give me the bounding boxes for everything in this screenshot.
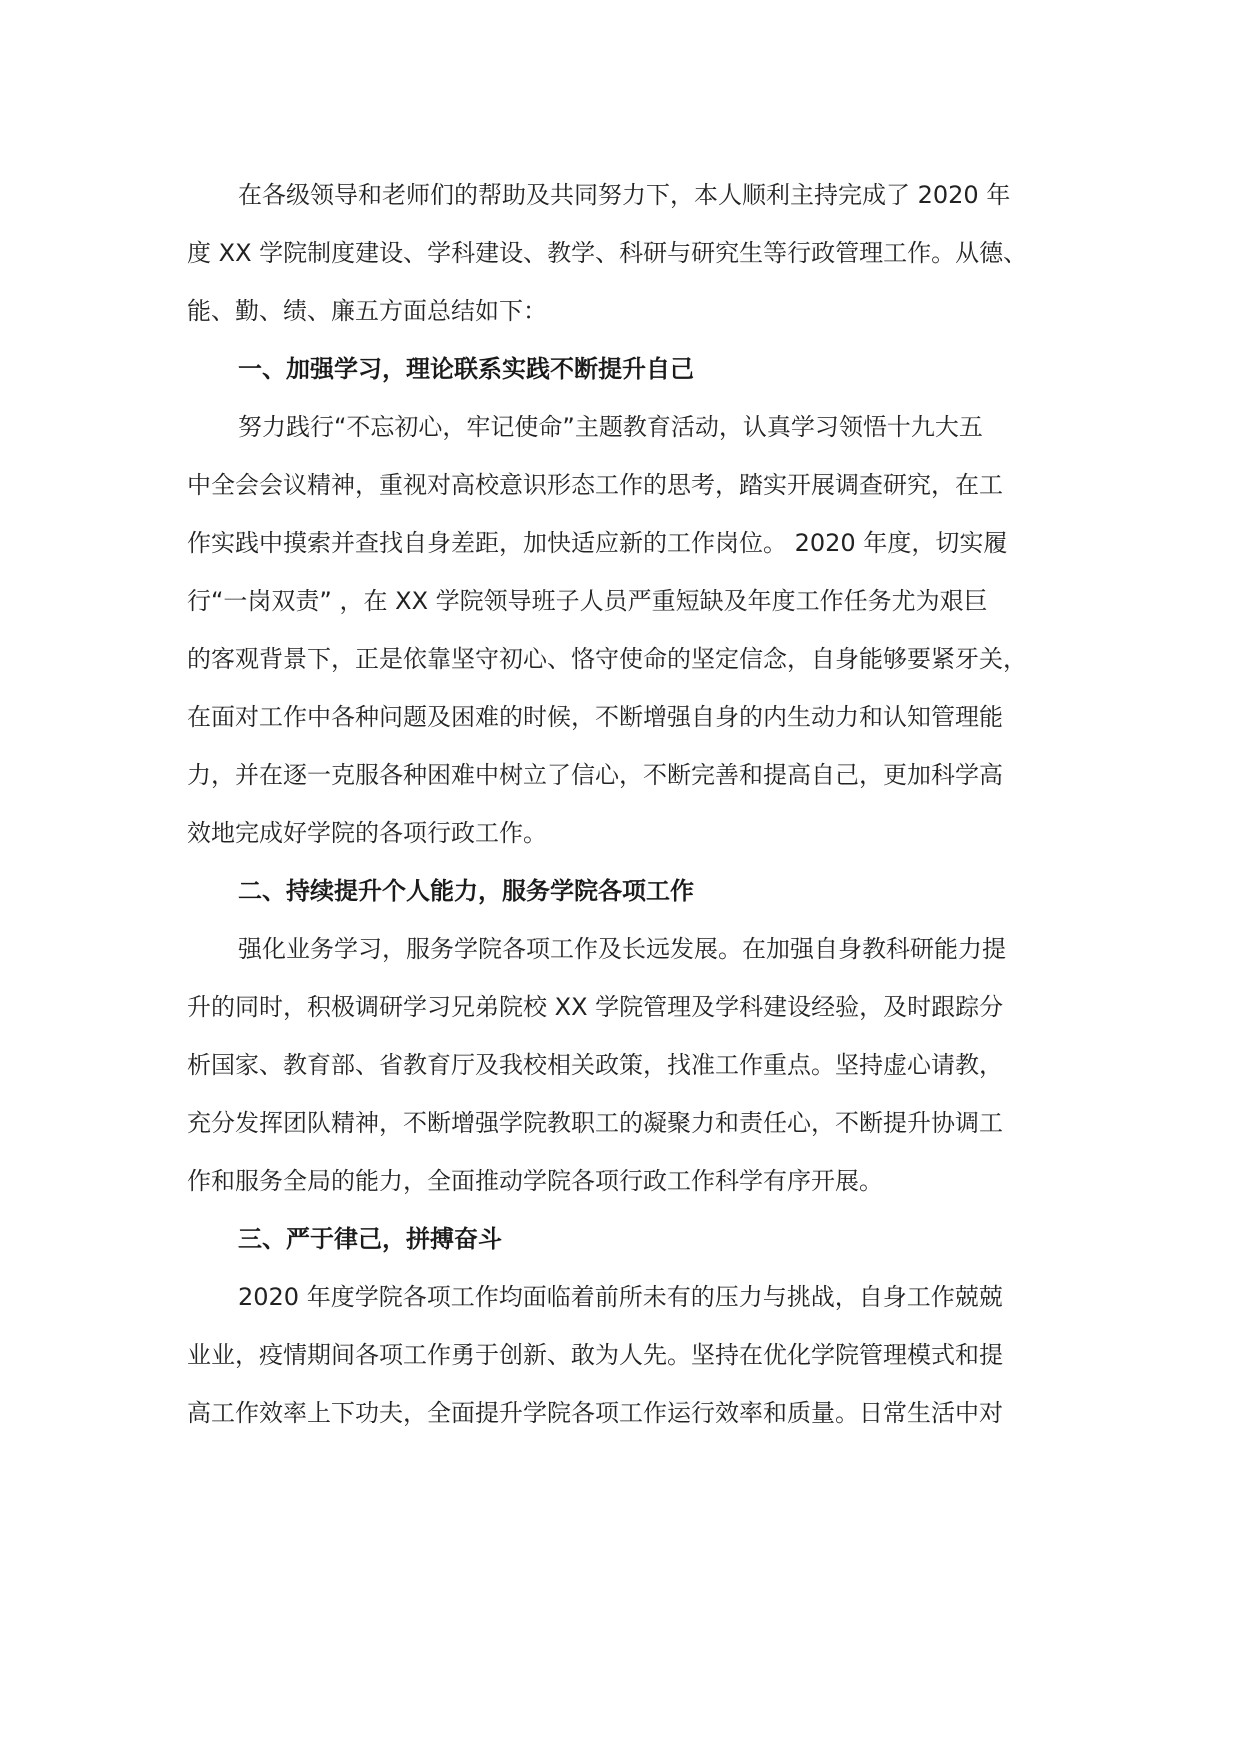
paragraph-2-line-7: 力，并在逐一克服各种困难中树立了信心，不断完善和提高自己，更加科学高	[187, 761, 1003, 789]
paragraph-2-line-1: 努力践行“不忘初心，牢记使命”主题教育活动，认真学习领悟十九大五	[238, 413, 983, 441]
paragraph-2-line-2: 中全会会议精神，重视对高校意识形态工作的思考，踏实开展调查研究，在工	[187, 471, 1003, 499]
paragraph-3-line-1: 强化业务学习，服务学院各项工作及长远发展。在加强自身教科研能力提	[238, 935, 1006, 963]
paragraph-3-line-3: 析国家、教育部、省教育厅及我校相关政策，找准工作重点。坚持虚心请教，	[187, 1051, 1003, 1079]
paragraph-2-line-4: 行“一岗双责” ，在 XX 学院领导班子人员严重短缺及年度工作任务尤为艰巨	[187, 587, 988, 615]
paragraph-2-line-8: 效地完成好学院的各项行政工作。	[187, 819, 547, 847]
paragraph-4-line-2: 业业，疫情期间各项工作勇于创新、敢为人先。坚持在优化学院管理模式和提	[187, 1341, 1003, 1369]
paragraph-2-line-5: 的客观背景下，正是依靠坚守初心、恪守使命的坚定信念，自身能够要紧牙关，	[187, 645, 1027, 673]
paragraph-3-line-5: 作和服务全局的能力，全面推动学院各项行政工作科学有序开展。	[187, 1167, 883, 1195]
paragraph-3-line-4: 充分发挥团队精神，不断增强学院教职工的凝聚力和责任心，不断提升协调工	[187, 1109, 1003, 1137]
paragraph-2-line-6: 在面对工作中各种问题及困难的时候，不断增强自身的内生动力和认知管理能	[187, 703, 1003, 731]
paragraph-4-line-3: 高工作效率上下功夫，全面提升学院各项工作运行效率和质量。日常生活中对	[187, 1399, 1003, 1427]
paragraph-1-line-2: 度 XX 学院制度建设、学科建设、教学、科研与研究生等行政管理工作。从德、	[187, 239, 1028, 267]
paragraph-3-line-2: 升的同时，积极调研学习兄弟院校 XX 学院管理及学科建设经验，及时跟踪分	[187, 993, 1004, 1021]
paragraph-4-line-1: 2020 年度学院各项工作均面临着前所未有的压力与挑战，自身工作兢兢	[238, 1283, 1003, 1311]
paragraph-1-line-3: 能、勤、绩、廉五方面总结如下：	[187, 297, 547, 325]
paragraph-1-line-1: 在各级领导和老师们的帮助及共同努力下，本人顺利主持完成了 2020 年	[238, 181, 1011, 209]
section-heading-1: 一、加强学习，理论联系实践不断提升自己	[238, 355, 694, 383]
section-heading-2: 二、持续提升个人能力，服务学院各项工作	[238, 877, 694, 905]
section-heading-3: 三、严于律己，拼搏奋斗	[238, 1225, 502, 1253]
paragraph-2-line-3: 作实践中摸索并查找自身差距，加快适应新的工作岗位。 2020 年度，切实履	[187, 529, 1008, 557]
